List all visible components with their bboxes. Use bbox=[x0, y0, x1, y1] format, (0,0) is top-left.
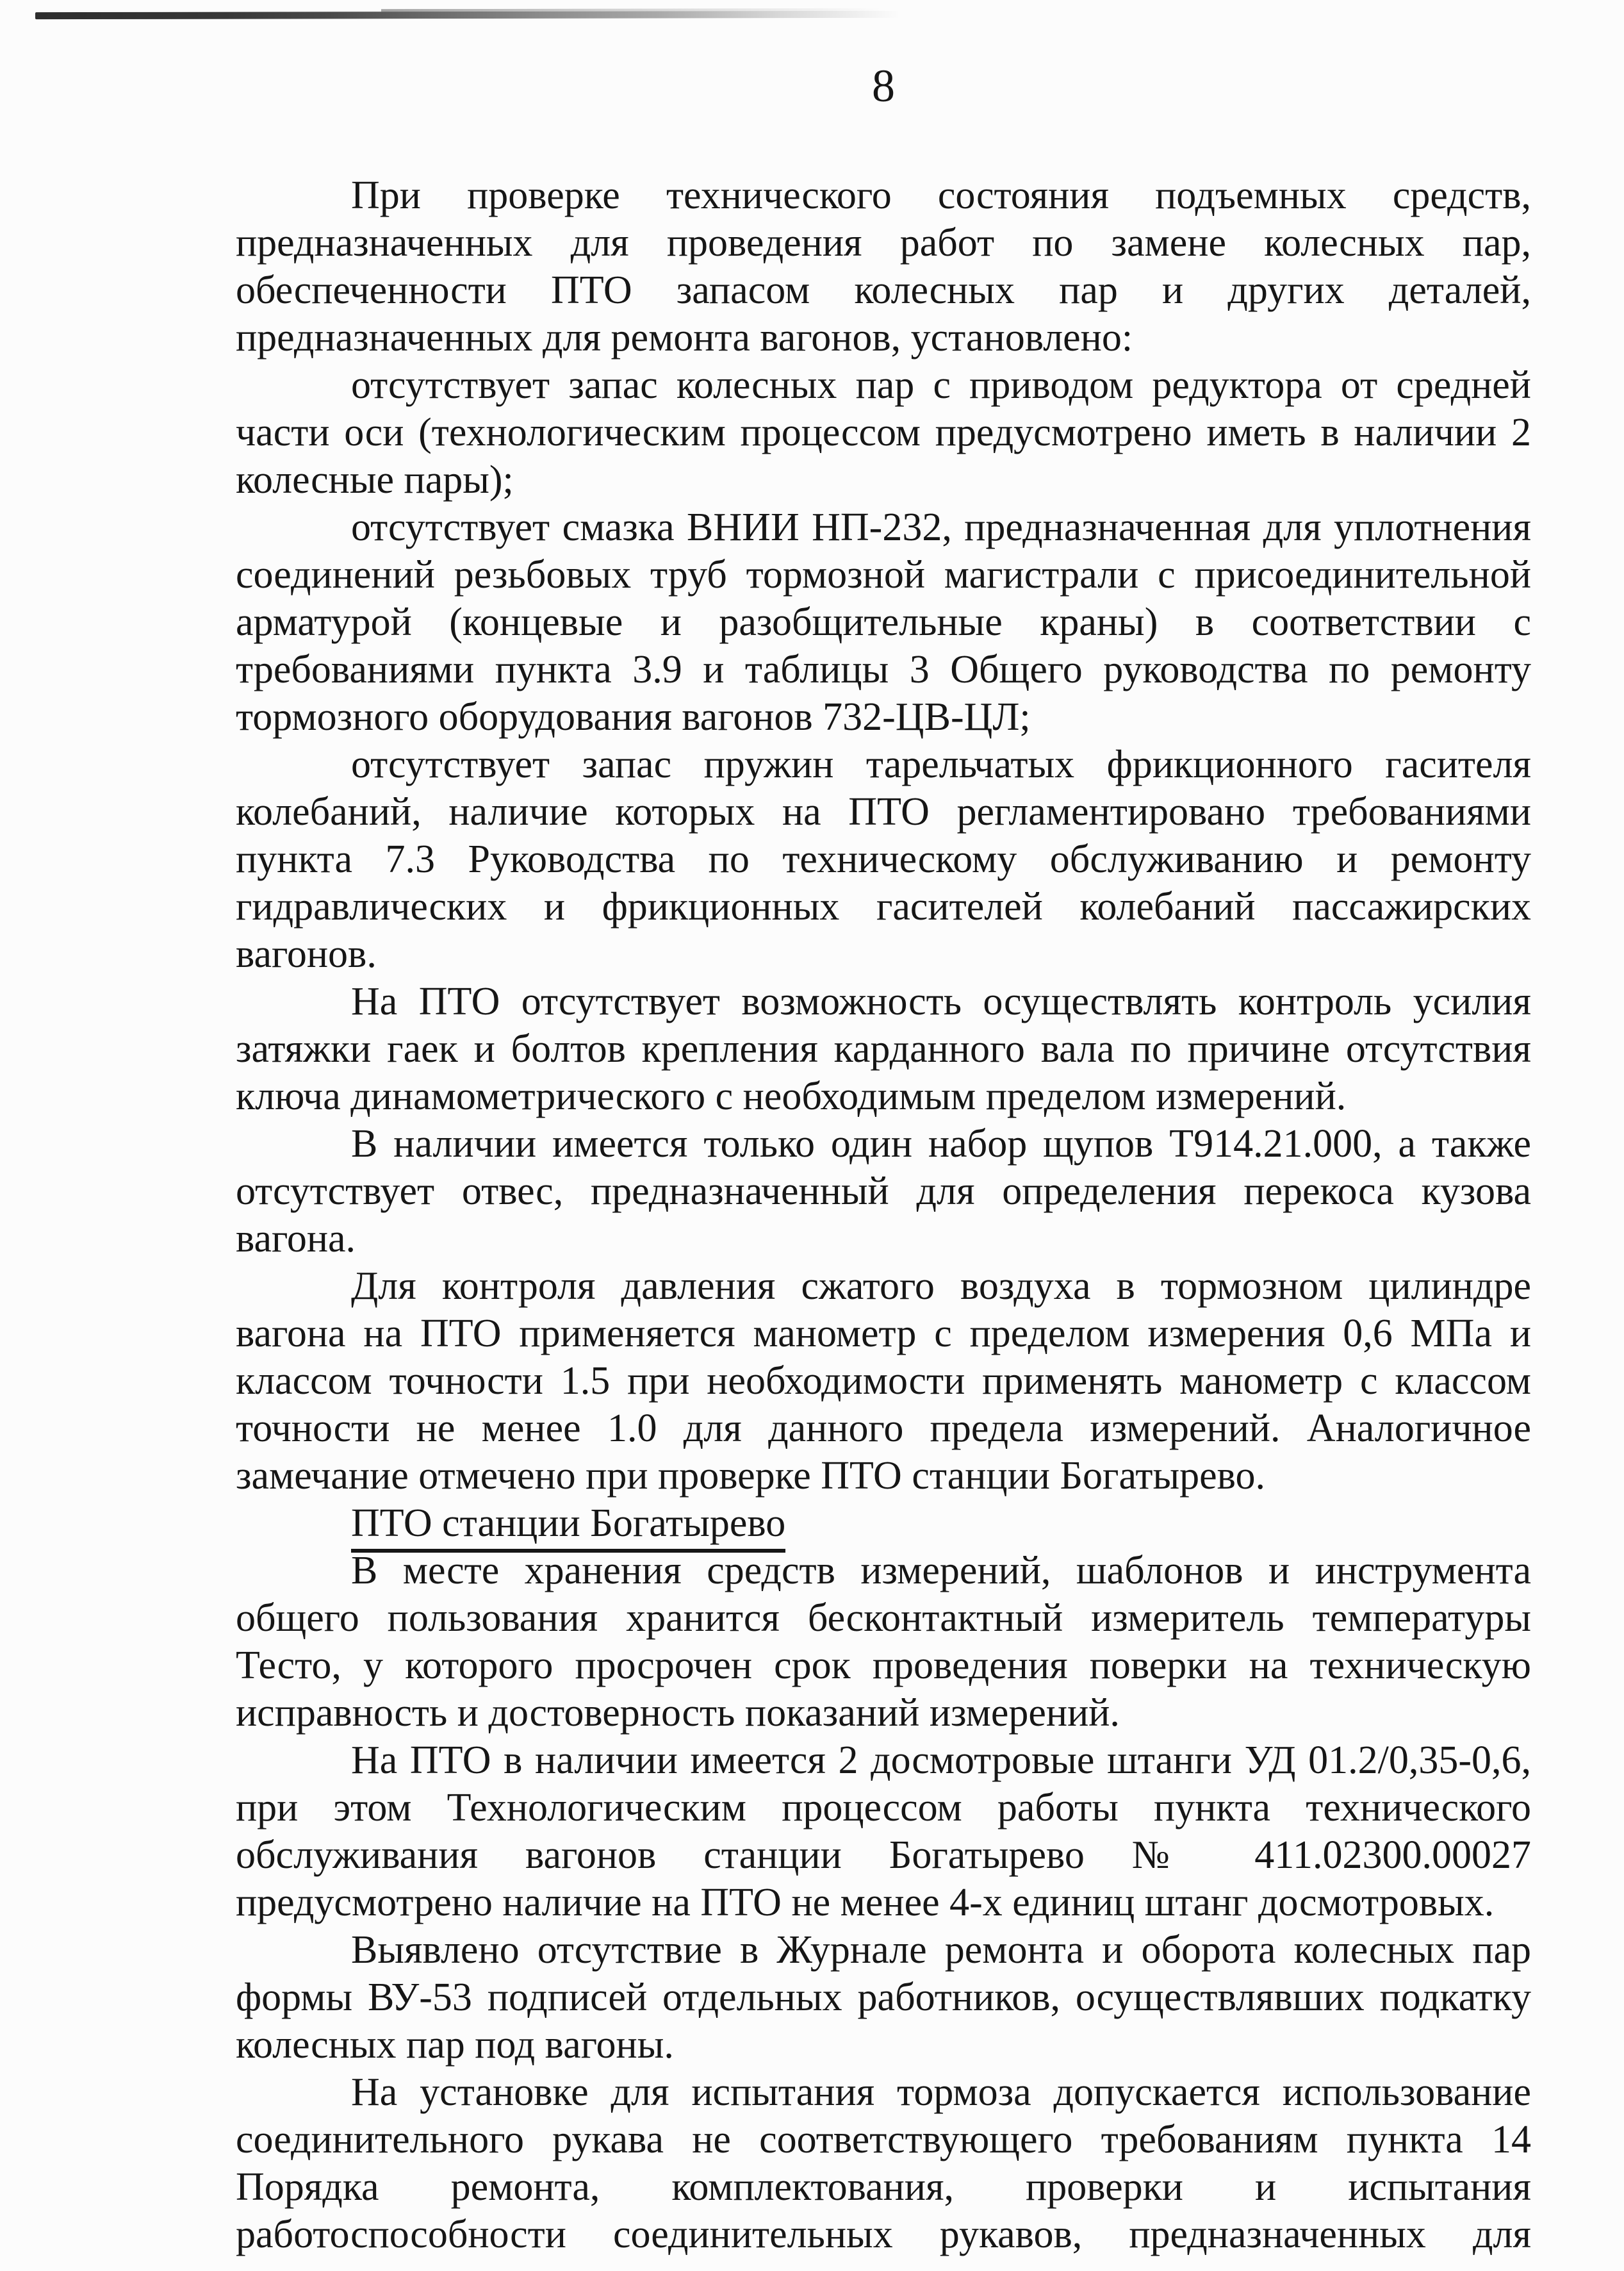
paragraph-vu53-journal-missing-signatures: Выявлено отсутствие в Журнале ремонта и оборота колесных пар формы ВУ-53 подписей отдельных работников, осуществлявших подкатку колесных пар под вагоны. bbox=[236, 1928, 1531, 2067]
paragraph-no-wheelset-stock: отсутствует запас колесных пар с приводом редуктора от средней части оси (технологическим процессом предусмотрено иметь в наличии 2 колесные пары); bbox=[236, 363, 1531, 502]
scan-artifact-line bbox=[35, 11, 900, 19]
paragraph-testo-thermometer-expired: В месте хранения средств измерений, шаблонов и инструмента общего пользования хранится бесконтактный измеритель температуры Тесто, у которого просрочен срок проведения поверки на техническую исправность и достоверность показаний измерений. bbox=[236, 1549, 1531, 1735]
page-number: 8 bbox=[872, 60, 895, 111]
paragraph-lifting-equipment-intro: При проверке технического состояния подъемных средств, предназначенных для проведения работ по замене колесных пар, обеспеченности ПТО запасом колесных пар и других деталей, предназначенных для ремонта вагонов, установлено: bbox=[236, 174, 1531, 359]
paragraph-no-vnii-np232-grease: отсутствует смазка ВНИИ НП-232, предназначенная для уплотнения соединений резьбовых труб тормозной магистрали с присоединительной арматурой (концевые и разобщительные краны) в соответствии с требованиями пункта 3.9 и таблицы 3 Общего руководства по ремонту тормозного оборудования вагонов 732-ЦВ-ЦЛ; bbox=[236, 506, 1531, 739]
paragraph-single-feeler-gauge-set: В наличии имеется только один набор щупов Т914.21.000, а также отсутствует отвес, предназначенный для определения перекоса кузова вагона. bbox=[236, 1122, 1531, 1260]
paragraph-inspection-rods-shortage: На ПТО в наличии имеется 2 досмотровые штанги УД 01.2/0,35-0,6, при этом Технологическим процессом работы пункта технического обслуживания вагонов станции Богатырево № 411.02300.00027 предусмотрено наличие на ПТО не менее 4-х единиц штанг досмотровых. bbox=[236, 1738, 1531, 1924]
paragraph-no-torque-wrench: На ПТО отсутствует возможность осуществлять контроль усилия затяжки гаек и болтов крепления карданного вала по причине отсутствия ключа динамометрического с необходимым пределом измерений. bbox=[236, 980, 1531, 1118]
section-heading-text: ПТО станции Богатырево bbox=[351, 1501, 785, 1553]
paragraph-brake-test-hose: На установке для испытания тормоза допускается использование соединительного рукава не соответствующего требованиям пункта 14 Порядка ремонта, комплектования, проверки и испытания работоспособности соединительных рукавов, предназначенных для bbox=[236, 2070, 1531, 2256]
paragraph-no-disc-spring-stock: отсутствует запас пружин тарельчатых фрикционного гасителя колебаний, наличие которых на ПТО регламентировано требованиями пункта 7.3 Руководства по техническому обслуживанию и ремонту гидравлических и фрикционных гасителей колебаний пассажирских вагонов. bbox=[236, 743, 1531, 976]
section-heading-pto-bogatyrevo bbox=[236, 1499, 1531, 1547]
document-body bbox=[236, 172, 1531, 2258]
paragraph-pressure-gauge-accuracy: Для контроля давления сжатого воздуха в тормозном цилиндре вагона на ПТО применяется манометр с пределом измерения 0,6 МПа и классом точности 1.5 при необходимости применять манометр с классом точности не менее 1.0 для данного предела измерений. Аналогичное замечание отмечено при проверке ПТО станции Богатырево. bbox=[236, 1264, 1531, 1498]
